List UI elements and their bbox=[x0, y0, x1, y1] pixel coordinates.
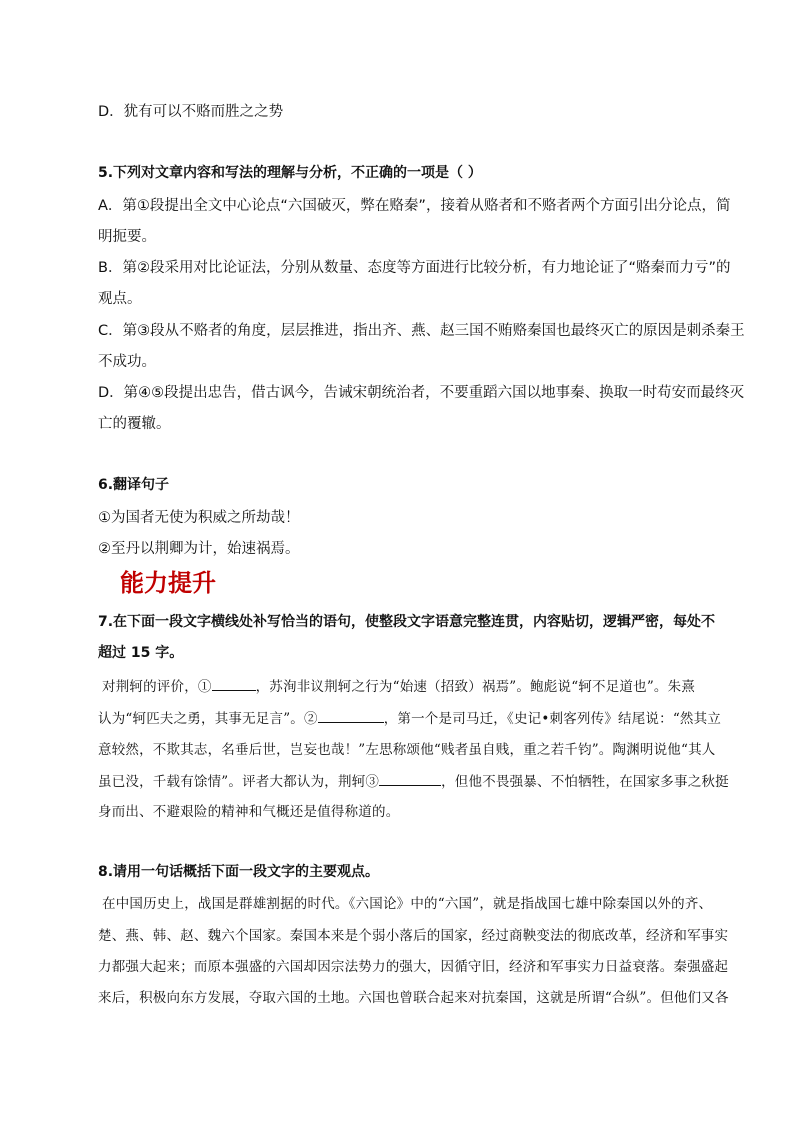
q5-option-c-line2: 不成功。 bbox=[98, 354, 156, 370]
q7-text-line3: 意较然，不欺其志，名垂后世，岂妄也哉！”左思称颂他“贱者虽自贱，重之若千钧”。陶渊明说他“其人 bbox=[98, 742, 716, 758]
q5-option-b-line2: 观点。 bbox=[98, 291, 142, 307]
q7-text-line2: 认为“轲匹夫之勇，其事无足言”。② ，第一个是司马迁，《史记•刺客列传》结尾说：“然其立 bbox=[98, 708, 721, 729]
q7-text-line5: 身而出、不避艰险的精神和气概还是值得称道的。 bbox=[98, 804, 400, 820]
q5-option-b-line1: B．第②段采用对比论证法，分别从数量、态度等方面进行比较分析，有力地论证了“赂秦而力亏”的 bbox=[98, 260, 731, 276]
section-heading: 能力提升 bbox=[120, 569, 216, 597]
q7-stem-line2: 超过 15 字。 bbox=[98, 645, 184, 661]
q8-text-line3: 力都强大起来；而原本强盛的六国却因宗法势力的强大，因循守旧，经济和军事实力日益衰落。秦强盛起 bbox=[98, 959, 729, 975]
q6-item-2: ②至丹以荆卿为计，始速祸焉。 bbox=[98, 541, 300, 557]
q5-option-d-line2: 亡的覆辙。 bbox=[98, 416, 171, 432]
q5-option-a-line1: A．第①段提出全文中心论点“六国破灭，弊在赂秦”，接着从赂者和不赂者两个方面引出分论点，简 bbox=[98, 198, 731, 214]
q8-text-line2: 楚、燕、韩、赵、魏六个国家。秦国本来是个弱小落后的国家，经过商鞅变法的彻底改革，经济和军事实 bbox=[98, 928, 729, 944]
blank-2[interactable] bbox=[318, 708, 384, 723]
q7-text-line1: 对荆轲的评价，① ，苏洵非议荆轲之行为“始速（招致）祸焉”。鲍彪说“轲不足道也”。朱熹 bbox=[102, 676, 695, 697]
q5-option-d-line1: D．第④⑤段提出忠告，借古讽今，告诫宋朝统治者，不要重蹈六国以地事秦、换取一时苟安而最终灭 bbox=[98, 385, 745, 401]
q7-stem-line1: 7.在下面一段文字横线处补写恰当的语句，使整段文字语意完整连贯，内容贴切，逻辑严密，每处不 bbox=[98, 614, 716, 630]
q8-text-line1: 在中国历史上，战国是群雄割据的时代。《六国论》中的“六国”，就是指战国七雄中除秦国以外的齐、 bbox=[102, 896, 713, 912]
blank-1[interactable] bbox=[212, 676, 256, 691]
q4-option-d: D．犹有可以不赂而胜之之势 bbox=[98, 104, 284, 120]
blank-3[interactable] bbox=[379, 771, 441, 786]
q5-option-a-line2: 明扼要。 bbox=[98, 229, 156, 245]
q8-stem: 8.请用一句话概括下面一段文字的主要观点。 bbox=[98, 864, 380, 880]
q6-item-1: ①为国者无使为积威之所劫哉！ bbox=[98, 510, 300, 526]
q8-text-line4: 来后，积极向东方发展，夺取六国的土地。六国也曾联合起来对抗秦国，这就是所谓“合纵”。但他们又各 bbox=[98, 990, 729, 1006]
q7-text-line4: 虽已没，千载有馀情”。评者大都认为，荆轲③ ，但他不畏强暴、不怕牺牲，在国家多事之秋挺 bbox=[98, 771, 729, 792]
q5-stem: 5.下列对文章内容和写法的理解与分析，不正确的一项是（ ） bbox=[98, 165, 482, 181]
q6-stem: 6.翻译句子 bbox=[98, 477, 170, 493]
q5-option-c-line1: C．第③段从不赂者的角度，层层推进，指出齐、燕、赵三国不贿赂秦国也最终灭亡的原因是刺杀秦王 bbox=[98, 323, 745, 339]
